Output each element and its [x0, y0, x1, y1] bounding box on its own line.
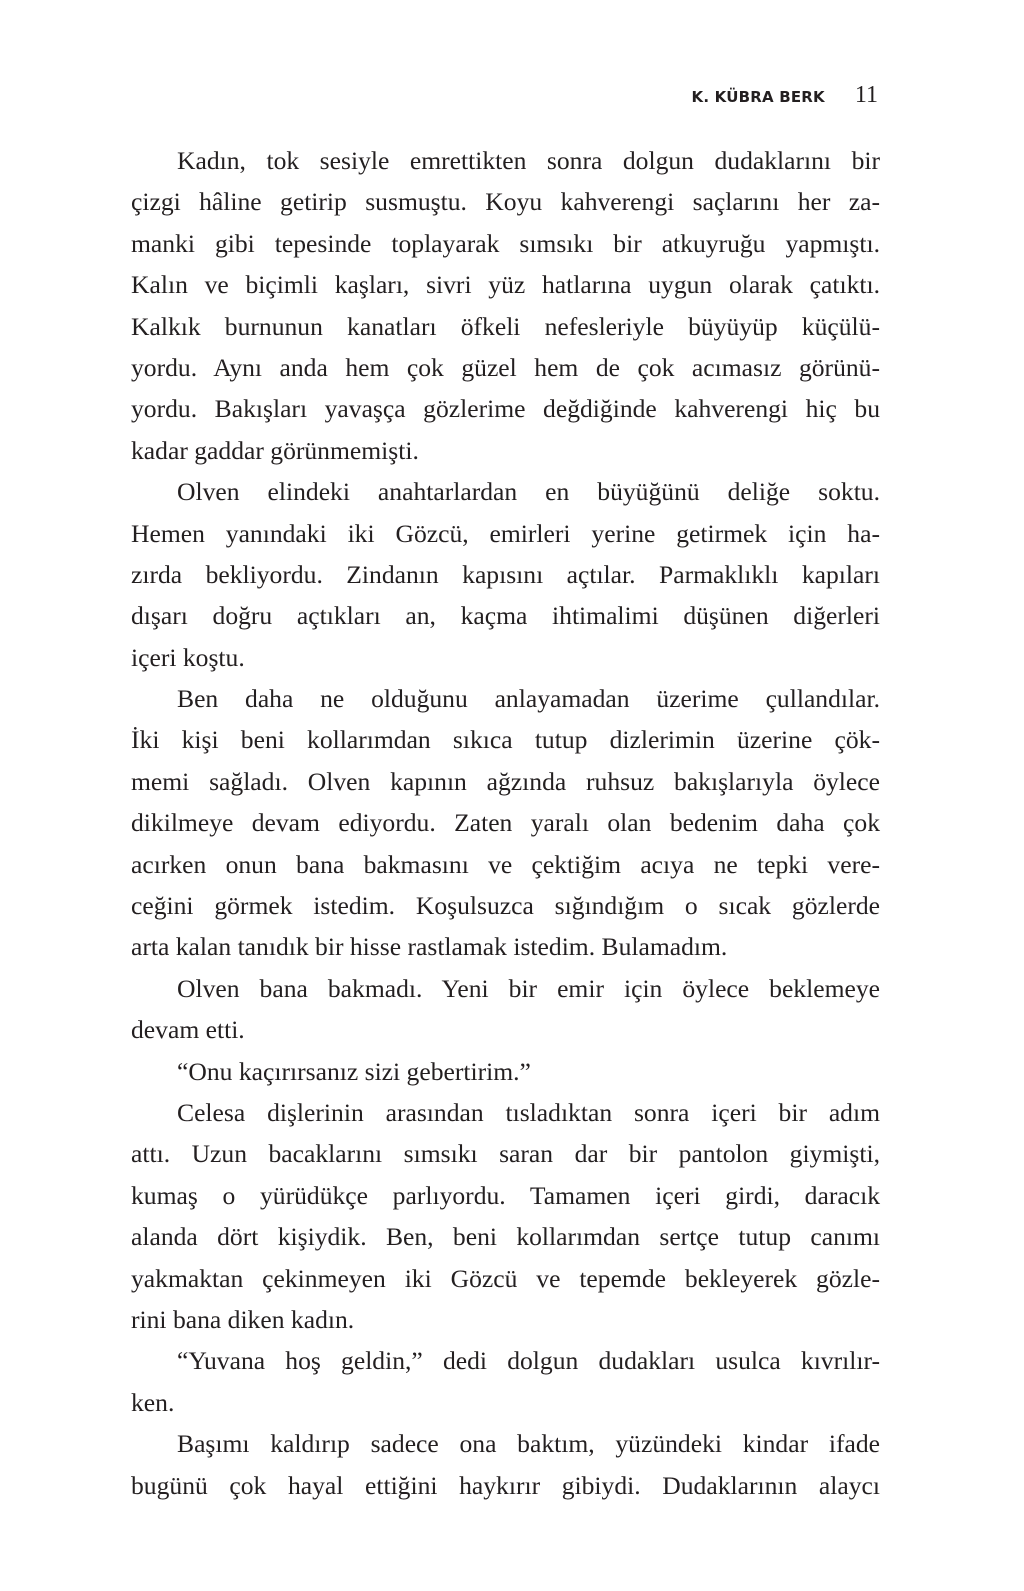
text-line: Kalkık burnunun kanatları öfkeli nefesleriyle büyüyüp küçülü- [131, 311, 880, 341]
text-line: ceğini görmek istedim. Koşulsuzca sığındığım o sıcak gözlerde [131, 891, 880, 921]
text-line: Olven bana bakmadı. Yeni bir emir için öylece beklemeye [177, 973, 880, 1003]
text-line: alanda dört kişiydik. Ben, beni kollarımdan sertçe tutup canımı [131, 1222, 880, 1252]
text-line: İki kişi beni kollarımdan sıkıca tutup dizlerimin üzerine çök- [131, 725, 880, 755]
text-line: memi sağladı. Olven kapının ağzında ruhsuz bakışlarıyla öylece [131, 766, 880, 796]
text-line: içeri koştu. [131, 642, 245, 672]
text-line: Kadın, tok sesiyle emrettikten sonra dolgun dudaklarını bir [177, 146, 880, 175]
text-line: arta kalan tanıdık bir hisse rastlamak istedim. Bulamadım. [131, 932, 728, 962]
text-line: “Onu kaçırırsanız sizi gebertirim.” [177, 1056, 531, 1086]
text-line: attı. Uzun bacaklarını sımsıkı saran dar bir pantolon giymişti, [131, 1139, 880, 1169]
body-text [131, 140, 880, 1506]
text-line: Kalın ve biçimli kaşları, sivri yüz hatlarına uygun olarak çatıktı. [131, 270, 880, 300]
text-line: devam etti. [131, 1015, 245, 1045]
text-line: ken. [131, 1387, 175, 1417]
text-line: Hemen yanındaki iki Gözcü, emirleri yerine getirmek için ha- [131, 518, 880, 548]
text-line: zırda bekliyordu. Zindanın kapısını açtılar. Parmaklıklı kapıları [131, 559, 880, 589]
text-line: manki gibi tepesinde toplayarak sımsıkı bir atkuyruğu yapmıştı. [131, 228, 880, 258]
text-line: Başımı kaldırıp sadece ona baktım, yüzündeki kindar ifade [177, 1429, 880, 1459]
page-number: 11 [854, 82, 878, 108]
author-name: K. KÜBRA BERK [691, 88, 825, 106]
text-line: rini bana diken kadın. [131, 1304, 355, 1334]
text-line: “Yuvana hoş geldin,” dedi dolgun dudakları usulca kıvrılır- [177, 1346, 880, 1376]
text-line: acırken onun bana bakmasını ve çektiğim acıya ne tepki vere- [131, 849, 880, 879]
text-line: Ben daha ne olduğunu anlayamadan üzerime çullandılar. [177, 684, 880, 714]
running-header [692, 82, 878, 109]
text-line: bugünü çok hayal ettiğini haykırır gibiydi. Dudaklarının alaycı [131, 1470, 880, 1500]
text-line: kumaş o yürüdükçe parlıyordu. Tamamen içeri girdi, daracık [131, 1180, 880, 1210]
text-line: dikilmeye devam ediyordu. Zaten yaralı olan bedenim daha çok [131, 808, 880, 838]
text-line: yakmaktan çekinmeyen iki Gözcü ve tepemde bekleyerek gözle- [131, 1263, 880, 1293]
text-line: kadar gaddar görünmemişti. [131, 435, 419, 465]
text-line: çizgi hâline getirip susmuştu. Koyu kahverengi saçlarını her za- [131, 187, 880, 217]
text-line: Celesa dişlerinin arasından tısladıktan sonra içeri bir adım [177, 1097, 880, 1127]
text-line: yordu. Bakışları yavaşça gözlerime değdiğinde kahverengi hiç bu [131, 394, 880, 424]
text-line: yordu. Aynı anda hem çok güzel hem de çok acımasız görünü- [131, 352, 880, 382]
text-line: dışarı doğru açtıkları an, kaçma ihtimalimi düşünen diğerleri [131, 601, 880, 631]
text-line: Olven elindeki anahtarlardan en büyüğünü deliğe soktu. [177, 477, 880, 507]
